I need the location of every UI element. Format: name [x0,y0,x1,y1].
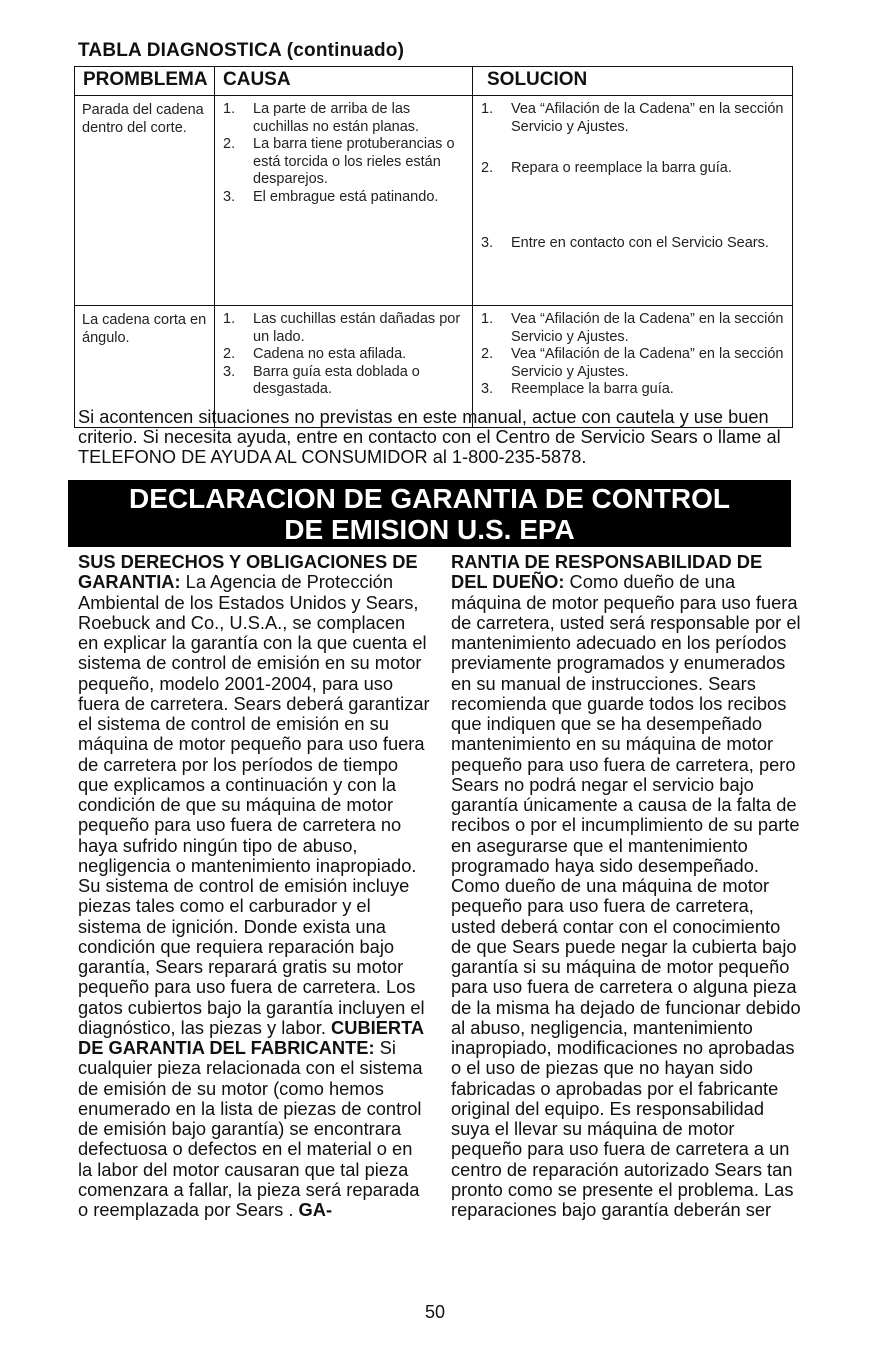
cause-item: 2. La barra tiene protuberancias o está torcida o los rieles están desparejos. [223,136,455,188]
left-column [78,552,430,1220]
warranty-banner [68,480,791,547]
solution-item: 3. Reemplace la barra guía. [481,381,674,398]
cause-cell [215,96,473,306]
manufacturer-coverage-body: Si cualquier pieza relacionada con el sistema de emisión de su motor (como hemos enumerado en la lista de piezas de control de emisión bajo garantía) se encontrara defectuosa o defectos en el material o en la labor del motor causaran que tal pieza comenzara a fallar, la pieza será reparada o reemplazada por Sears . [78,1037,423,1220]
cause-item: 1. Las cuchillas están dañadas por un lado. [223,311,461,345]
help-note: Si acontencen situaciones no previstas en este manual, actue con cautela y use buen criterio. Si necesita ayuda, entre en contacto con el Centro de Servicio Sears o llame al TELEFONO DE AYUDA AL CONSUMIDOR al 1-800-235-5878. [78,407,781,467]
solution-item: 1. Vea “Afilación de la Cadena” en la sección Servicio y Ajustes. [481,311,784,345]
solution-item: 1. Vea “Afilación de la Cadena” en la sección Servicio y Ajustes. [481,101,784,135]
banner-line-1: DECLARACION DE GARANTIA DE CONTROL [129,483,730,514]
owner-responsibility-body: Como dueño de una máquina de motor pequeño para uso fuera de carretera, usted será responsable por el mantenimiento adecuado en los períodos previamente programados y enumerados en su manual de instrucciones. Sears recomienda que guarde todos los recibos que indiquen que se ha desempeñado mantenimiento en su máquina de motor pequeño para uso fuera de carretera, pero Sears no podrá negar el servicio bajo garantía únicamente a causa de la falta de recibos o por el incumplimiento de su parte en asegurarse que el mantenimiento programado haya sido desempeñado. Como dueño de una máquina de motor pequeño para uso fuera de carretera, usted deberá contar con el conocimiento de que Sears puede negar la cubierta bajo garantía si su máquina de motor pequeño para uso fuera de carretera o alguna pieza de la misma ha dejado de funcionar debido al abuso, negligencia, mantenimiento inapropiado, modificaciones no aprobadas o el uso de piezas que no hayan sido fabricadas o aprobadas por el fabricante original del equipo. Es responsabilidad suya el llevar su máquina de motor pequeño para uso fuera de carretera a un centro de reparación autorizado Sears tan pronto como se presente el problema. Las reparaciones bajo garantía deberán ser [451,571,801,1220]
solution-item: 2. Vea “Afilación de la Cadena” en la sección Servicio y Ajustes. [481,346,784,380]
manufacturer-coverage-heading: CUBIERTA DE GARANTIA DEL FABRICANTE: [78,1016,424,1058]
banner-line-2: DE EMISION U.S. EPA [284,514,575,545]
rights-body: La Agencia de Protección Ambiental de los Estados Unidos y Sears, Roebuck and Co., U.S.A., se complacen en explicar la garantía con la que cuenta el sistema de control de emisión en su motor pequeño, modelo 2001-2004, para uso fuera de carretera. Sears deberá garantizar el sistema de control de emisión en su máquina de motor pequeño para uso fuera de carretera por los períodos de tiempo que explicamos a continuación y con la condición de que su máquina de motor pequeño para uso fuera de carretera no haya sufrido ningún tipo de abuso, negligencia o mantenimiento inapropiado. Su sistema de control de emisión incluye piezas tales como el carburador y el sistema de ignición. Donde exista una condición que requiera reparación bajo garantía, Sears reparará gratis su motor pequeño para uso fuera de carretera. Los gatos cubiertos bajo la garantía incluyen el diagnóstico, las piezas y labor. [78,571,430,1038]
header-problem: PROMBLEMA [75,67,215,96]
page-number: 50 [424,1302,446,1322]
cause-item: 1. La parte de arriba de las cuchillas no están planas. [223,101,420,135]
cause-item: 3. Barra guía esta doblada o desgastada. [223,363,420,398]
owner-responsibility-heading: RANTIA DE RESPONSABILIDAD DE DEL DUEÑO: [451,551,763,593]
problem-cell: La cadena corta en ángulo. [75,306,215,428]
rights-heading: SUS DERECHOS Y OBLIGACIONES DE GARANTIA: [78,551,418,593]
cause-item: 3. El embrague está patinando. [223,188,439,205]
right-column [451,552,801,1220]
solution-item: 2. Repara o reemplace la barra guía. [481,160,732,176]
solution-cell [473,96,793,306]
cause-item: 2. Cadena no esta afilada. [223,346,407,363]
section-title: TABLA DIAGNOSTICA (continuado) [78,40,405,61]
problem-cell: Parada del cadena dentro del corte. [75,96,215,306]
solution-item: 3. Entre en contacto con el Servicio Sears. [481,235,769,251]
diagnostic-table [74,66,793,428]
owner-heading-start: GA- [298,1199,333,1220]
header-cause: CAUSA [215,67,473,96]
table-row [75,96,793,306]
table-header-row [75,67,793,96]
header-solution: SOLUCION [473,67,793,96]
